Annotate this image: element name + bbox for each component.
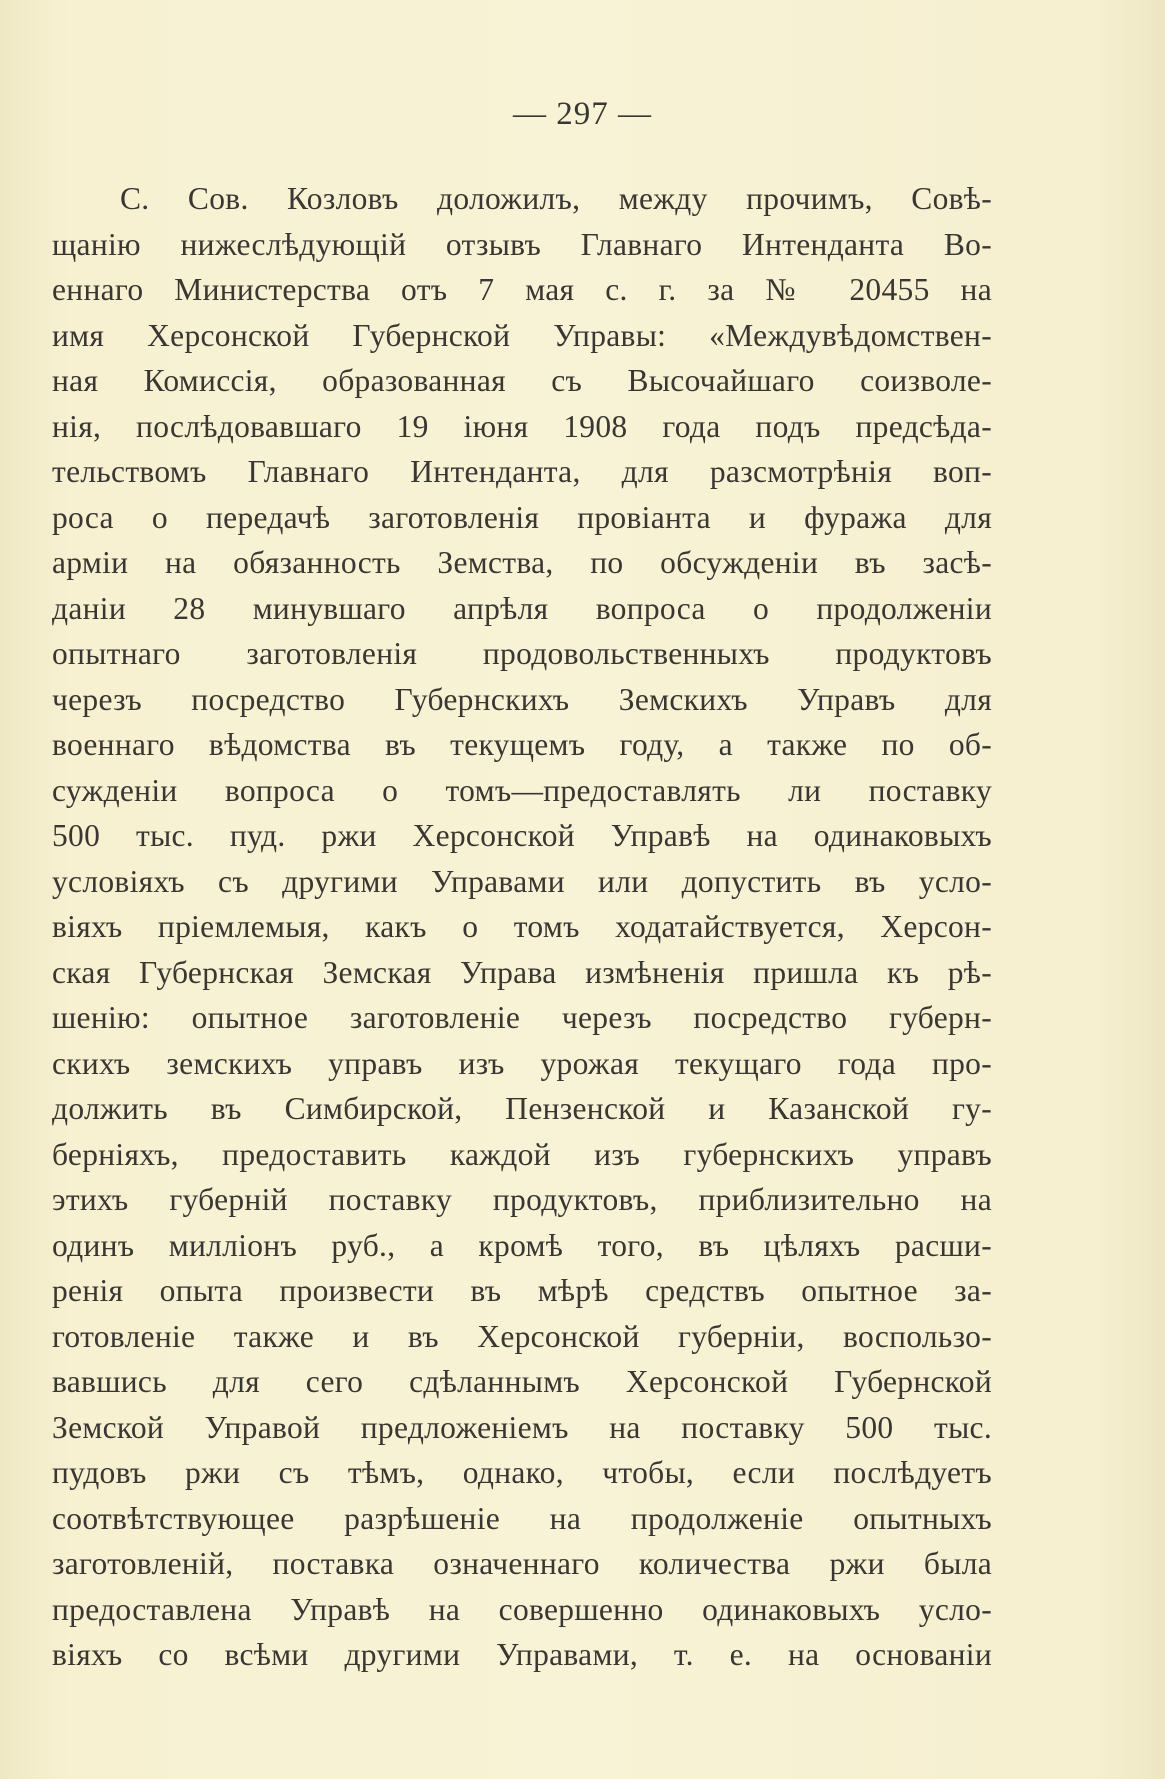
text-line: этихъ губерній поставку продуктовъ, приблизительно на <box>52 1182 992 1217</box>
text-line: сужденіи вопроса о томъ—предоставлять ли поставку <box>52 772 992 808</box>
text-line: заготовленій, поставка означеннаго количества ржи была <box>52 1546 992 1581</box>
text-line: военнаго вѣдомства въ текущемъ году, а также по об- <box>52 727 992 762</box>
text-line: скихъ земскихъ управъ изъ урожая текущаго года про- <box>52 1045 992 1081</box>
text-line: опытнаго заготовленія продовольственныхъ продуктовъ <box>52 636 992 671</box>
text-line: Земской Управой предложеніемъ на поставку 500 тыс. <box>52 1409 992 1445</box>
text-line: ная Комиссія, образованная съ Высочайшаго соизволе- <box>52 363 992 398</box>
text-line: должить въ Симбирской, Пензенской и Казанской гу- <box>52 1091 992 1126</box>
text-line: тельствомъ Главнаго Интенданта, для разсмотрѣнія воп- <box>52 454 992 489</box>
text-line: соотвѣтствующее разрѣшеніе на продолженіе опытныхъ <box>52 1500 992 1536</box>
text-line: ренія опыта произвести въ мѣрѣ средствъ опытное за- <box>52 1273 992 1308</box>
text-line: нія, послѣдовавшаго 19 іюня 1908 года подъ предсѣда- <box>52 408 992 444</box>
text-line: шенію: опытное заготовленіе черезъ посредство губерн- <box>52 1000 992 1035</box>
text-line: арміи на обязанность Земства, по обсужденіи въ засѣ- <box>52 545 992 580</box>
page-number: — 297 — <box>513 96 652 132</box>
text-line: даніи 28 минувшаго апрѣля вопроса о продолженіи <box>52 590 992 626</box>
text-line: віяхъ со всѣми другими Управами, т. е. на основаніи <box>52 1637 992 1672</box>
text-line: пудовъ ржи съ тѣмъ, однако, чтобы, если послѣдуетъ <box>52 1455 992 1490</box>
text-line: ская Губернская Земская Управа измѣненія пришла къ рѣ- <box>52 954 992 990</box>
text-line: одинъ милліонъ руб., а кромѣ того, въ цѣляхъ расши- <box>52 1227 992 1263</box>
text-line: щанію нижеслѣдующій отзывъ Главнаго Интенданта Во- <box>52 226 992 262</box>
text-line: условіяхъ съ другими Управами или допустить въ усло- <box>52 863 992 899</box>
text-line: черезъ посредство Губернскихъ Земскихъ Управъ для <box>52 681 992 717</box>
text-line: берніяхъ, предоставить каждой изъ губернскихъ управъ <box>52 1136 992 1172</box>
text-line: еннаго Министерства отъ 7 мая с. г. за № 20455 на <box>52 272 992 307</box>
text-line: роса о передачѣ заготовленія провіанта и фуража для <box>52 499 992 535</box>
text-line: 500 тыс. пуд. ржи Херсонской Управѣ на одинаковыхъ <box>52 818 992 853</box>
text-line: віяхъ пріемлемыя, какъ о томъ ходатайствуется, Херсон- <box>52 909 992 944</box>
text-line: вавшись для сего сдѣланнымъ Херсонской Губернской <box>52 1364 992 1399</box>
body-text <box>52 176 992 1678</box>
text-line: С. Сов. Козловъ доложилъ, между прочимъ, Совѣ- <box>120 181 992 216</box>
text-line: предоставлена Управѣ на совершенно одинаковыхъ усло- <box>52 1591 992 1627</box>
text-line: имя Херсонской Губернской Управы: «Междувѣдомствен- <box>52 317 992 353</box>
text-line: готовленіе также и въ Херсонской губерніи, воспользо- <box>52 1318 992 1354</box>
